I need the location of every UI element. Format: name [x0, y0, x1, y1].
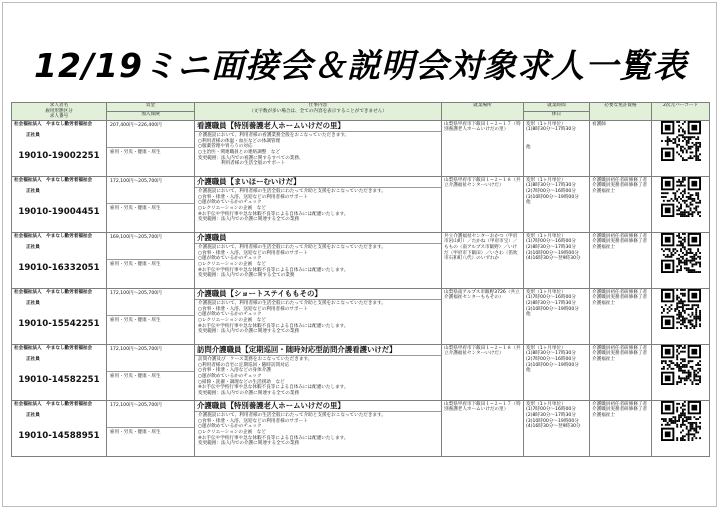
employment-type: 正社員 [26, 189, 40, 195]
job-cell [195, 344, 442, 400]
work-hours [524, 401, 589, 443]
insurance-header: 加入保険 [107, 111, 195, 120]
job-description [195, 356, 441, 397]
qr-code-icon [661, 177, 701, 217]
hours-cell [524, 288, 590, 344]
qr-cell [652, 232, 710, 288]
wage-cell [107, 400, 195, 456]
job-description-line: ○食事・排泄・入浴、送迎などの利用者様のサポート [198, 418, 308, 424]
table-row [12, 120, 710, 176]
job-description [195, 244, 441, 280]
insurance-value: 雇用・労災・健康・厚生 [107, 427, 194, 438]
job-description-line: 介護施設において、利用者様の生活全般にわたって介助と支援をおこなっていただきます。 [198, 245, 386, 251]
work-hours-line: (2)8時30分〜17時30分 [526, 300, 576, 306]
work-hours-line: 変形（1ヶ月単位） [526, 177, 566, 183]
work-hours [524, 121, 589, 152]
job-description-line: ○利用者様の自宅に定期巡回・随時訪問対応 [198, 362, 290, 368]
hours-cell [524, 120, 590, 176]
job-cell [195, 400, 442, 456]
required-license: 看護師 [592, 121, 606, 127]
work-hours [524, 345, 589, 387]
employer-name: 社会福祉法人 やまなし勤労者福祉会 [14, 233, 93, 239]
hours-cell [524, 400, 590, 456]
qr-cell [652, 120, 710, 176]
holiday-value [526, 262, 587, 274]
job-number: 19010-16332051 [18, 262, 100, 273]
wage-value: 172,100円〜205,700円 [110, 290, 162, 296]
qr-code-icon [661, 401, 701, 441]
holiday-value [526, 430, 587, 442]
place-cell [442, 344, 524, 400]
employer-cell [12, 400, 107, 456]
job-description-line: 変更範囲：法人内での介護に関する全ての業務 [198, 273, 295, 279]
work-hours-line: 変形（1ヶ月単位） [526, 401, 566, 407]
job-description-line: ○掃除・洗濯・調理などの生活援助 など [198, 379, 285, 385]
job-description-line: 介護施設において、利用者様の生活全般にわたって介助と支援をおこなっていただきます。 [198, 189, 386, 195]
qr-code-icon [661, 121, 701, 161]
license-cell [590, 176, 652, 232]
employment-type: 正社員 [26, 357, 40, 363]
wage-value: 169,100円〜205,700円 [110, 234, 162, 240]
insurance-value: 雇用・労災・健康・厚生 [107, 315, 194, 326]
required-license: 介護職員初任者研修修了者 介護職員実務者研修修了者 介護福祉士 [592, 233, 648, 250]
employer-header: 求人者名 雇用形態区分 求人番号 [12, 103, 107, 121]
job-description-line: ○食事・排泄・入浴、送迎などの利用者様のサポート [198, 306, 308, 312]
license-cell [590, 232, 652, 288]
work-place: 山梨県南アルプス市飯野3726（共立介護福祉センターももその） [444, 289, 520, 301]
required-license: 介護職員初任者研修修了者 介護職員実務者研修修了者 介護福祉士 [592, 177, 648, 194]
holiday-value [526, 206, 587, 218]
license-header: 必要な免許資格 [590, 103, 652, 121]
work-place: 共立介護福祉センターおかつ（甲府市岩山町）／たかね（甲府市宝）／ももの（南アルプス市飯野）／いけだ（甲府市下飯田）／いさわ（笛吹市石和町八代）のいずれか [444, 233, 518, 262]
job-description-line: 利用者様の生活全般のサポート [198, 161, 286, 167]
job-description-line: 介護施設において、利用者様の看護業務全般をおこなっていただきます。 [198, 133, 350, 139]
job-number: 19010-14588951 [18, 430, 100, 441]
employer-name: 社会福祉法人 やまなし勤労者福祉会 [14, 345, 93, 351]
employer-cell [12, 176, 107, 232]
employment-type: 正社員 [26, 301, 40, 307]
qr-code-icon [661, 233, 701, 273]
employer-cell [12, 232, 107, 288]
work-hours-line: 変形（1ヶ月単位） [526, 233, 566, 239]
work-hours-line: (1)8時30分〜17時30分 [526, 127, 576, 133]
work-hours-line: (2)8時30分〜17時30分 [526, 412, 576, 418]
work-hours-line: (4)16時30分〜翌9時30分 [526, 424, 581, 430]
table-row [12, 288, 710, 344]
job-number: 19010-19002251 [18, 150, 100, 161]
job-description [195, 188, 441, 224]
job-description [195, 132, 441, 168]
job-description-line: ※お手伝や学校行事や急な休暇不良等による自体みには配慮いたします。 [198, 211, 349, 217]
hours-header: 就業時間 [524, 103, 590, 112]
job-description-line: ○運が飲めているかのチェック [198, 256, 262, 262]
job-title: 看護職員【特別養護老人ホームいけだの里】 [195, 121, 441, 132]
wage-cell [107, 344, 195, 400]
job-description-line: 変更範囲：法人内での介護に関連する全ての業務 [198, 217, 300, 223]
work-hours-line: 変形（1ヶ月単位） [526, 345, 566, 351]
insurance-value: 雇用・労災・健康・厚生 [107, 203, 194, 214]
work-hours-line: (1)8時30分〜17時30分 [526, 351, 576, 357]
work-hours-line: (1)7時00分〜16時00分 [526, 239, 576, 245]
job-title: 介護職員【ショートステイももその】 [195, 289, 441, 300]
employer-cell [12, 120, 107, 176]
job-description-line: ○運が飲めているかのチェック [198, 200, 262, 206]
place-cell [442, 288, 524, 344]
work-hours-line: (3)10時00分〜19時00分 [526, 250, 579, 256]
employer-cell [12, 288, 107, 344]
wage-cell [107, 176, 195, 232]
qr-cell [652, 176, 710, 232]
holiday-header: 休日 [524, 111, 590, 120]
job-number: 19010-19004451 [18, 206, 100, 217]
job-description [195, 300, 441, 336]
job-description-line: 訪問介護及び ケース業務をおこなっていただきます。 [198, 357, 313, 363]
job-description-line: ○運が飲めているかのチェック [198, 373, 262, 379]
job-description-line: ○レクリエーションの企画 など [198, 429, 266, 435]
employment-type: 正社員 [26, 245, 40, 251]
employer-name: 社会福祉法人 やまなし勤労者福祉会 [14, 177, 93, 183]
work-hours-line: (2)7時00分〜16時00分 [526, 188, 576, 194]
employer-cell [12, 344, 107, 400]
job-description-line: ○レクリエーションの企画 など [198, 317, 266, 323]
job-description-line: ※お手伝や学校行事や急な休暇不良等による自体みには配慮いたします。 [198, 435, 349, 441]
insurance-value: 雇用・労災・健康・厚生 [107, 259, 194, 270]
wage-cell [107, 232, 195, 288]
job-number: 19010-15542251 [18, 318, 100, 329]
job-description-line: 介護施設において、利用者様の生活全般にわたって介助と支援をおこなっていただきます。 [198, 301, 386, 307]
work-hours [524, 177, 589, 219]
job-description-line: ○レクリエーションの企画 など [198, 205, 266, 211]
job-cell [195, 120, 442, 176]
job-title: 介護職員 [195, 233, 441, 244]
job-description-line: 介護施設において、利用者様の生活全般にわたって介助と支援をおこなっていただきます。 [198, 413, 386, 419]
job-description-line: ○レクリエーションの企画 など [198, 261, 266, 267]
qr-code-icon [661, 289, 701, 329]
work-place: 山梨県甲府市下飯田１−２−１７（特別養護老人ホームいけだの里） [444, 121, 521, 133]
job-description-line: 変更範囲：法人内での看護に関するすべての業務、 [198, 155, 304, 161]
job-description-line: ○食事・排泄・入浴などの身体介護 [198, 368, 271, 374]
job-description-line: ○利用者様の体温・血圧などの体調管理 [198, 138, 281, 144]
wage-cell [107, 120, 195, 176]
hours-cell [524, 176, 590, 232]
work-place: 山梨県甲府市下飯田１−２−１８（共立介護福祉センターいけだ） [444, 345, 521, 357]
license-cell [590, 400, 652, 456]
qr-cell [652, 400, 710, 456]
wage-value: 172,100円〜205,700円 [110, 402, 162, 408]
job-listing-table [11, 102, 710, 457]
job-description-line: ※お手伝や学校行事や急な休暇不良等による自体みには配慮いたします。 [198, 267, 349, 273]
job-title: 介護職員【まいほーむいけだ】 [195, 177, 441, 188]
work-hours [524, 289, 589, 331]
qr-header: 2次元バーコード [652, 103, 710, 121]
place-cell [442, 232, 524, 288]
wage-cell [107, 288, 195, 344]
job-description-line: 変更範囲：法人内での介護に関連する全ての業務 [198, 441, 300, 447]
work-hours-line: (3)10時00分〜19時00分 [526, 306, 579, 312]
insurance-value: 雇用・労災・健康・厚生 [107, 147, 194, 158]
job-description-line: ○服薬管理や胃ろうの対応 [198, 144, 253, 150]
license-cell [590, 288, 652, 344]
qr-code-icon [661, 345, 701, 385]
place-header: 就業場所 [442, 103, 524, 121]
job-description-line: 変更範囲：法人内での介護に関連する全ての業務 [198, 329, 300, 335]
employment-type: 正社員 [26, 133, 40, 139]
job-cell [195, 232, 442, 288]
license-cell [590, 344, 652, 400]
place-cell [442, 400, 524, 456]
table-header-row [12, 103, 710, 112]
hours-cell [524, 344, 590, 400]
work-hours-line: (4)16時30分〜翌9時30分 [526, 256, 581, 262]
page-title: 12/19ミニ面接会＆説明会対象求人一覧表 [34, 46, 687, 85]
work-hours-line: 他 [526, 200, 531, 206]
holiday-value: 他 [526, 144, 531, 150]
wage-value: 172,100円〜205,700円 [110, 346, 162, 352]
wage-value: 207,400円〜226,400円 [110, 122, 162, 128]
job-description-line: ※お手伝や学校行事や急な休暇不良等による自体みには配慮いたします。 [198, 385, 349, 391]
employer-name: 社会福祉法人 やまなし勤労者福祉会 [14, 289, 93, 295]
job-cell [195, 288, 442, 344]
holiday-value [526, 318, 587, 330]
work-place: 山梨県甲府市下飯田１−２−１７（特別養護老人ホームいけだの里） [444, 401, 521, 413]
table-row [12, 232, 710, 288]
table-row [12, 176, 710, 232]
job-description-line: ○主治医・関連職員との連絡調整 など [198, 149, 281, 155]
place-cell [442, 120, 524, 176]
qr-cell [652, 288, 710, 344]
job-title: 訪問介護職員【定期巡回・随時対応型訪問介護看護いけだ】 [195, 345, 441, 356]
job-description-line: ※お手伝や学校行事や急な休暇不良等による自体みには配慮いたします。 [198, 323, 349, 329]
job-description-line: 変更範囲：法人内での介護に関連する全ての業務 [198, 390, 300, 396]
work-hours-line: (1)7時00分〜16時00分 [526, 295, 576, 301]
required-license: 介護職員初任者研修修了者 介護職員実務者研修修了者 介護福祉士 [592, 289, 648, 306]
required-license: 介護職員初任者研修修了者 介護職員実務者研修修了者 介護福祉士 [592, 345, 648, 362]
work-place: 山梨県甲府市下飯田１−２−１８（共立介護福祉センターいけだ） [444, 177, 521, 189]
table-row [12, 400, 710, 456]
wage-header: 賃金 [107, 103, 195, 112]
job-description-line: ○運が飲めているかのチェック [198, 312, 262, 318]
job-cell [195, 176, 442, 232]
wage-value: 172,100円〜205,700円 [110, 178, 162, 184]
place-cell [442, 176, 524, 232]
table-row [12, 344, 710, 400]
qr-cell [652, 344, 710, 400]
job-description-line: ○運が飲めているかのチェック [198, 424, 262, 430]
employer-name: 社会福祉法人 やまなし勤労者福祉会 [14, 121, 93, 127]
job-description-line: ○食事・排泄・入浴、送迎などの利用者様のサポート [198, 194, 308, 200]
work-hours-line: (1)8時30分〜17時30分 [526, 183, 576, 189]
work-hours-line: 他 [526, 312, 531, 318]
job-header: 仕事内容 （文字数が多い場合は、全ての内容を表示することができません） [195, 103, 442, 121]
work-hours-line: 変形（1ヶ月単位） [526, 289, 566, 295]
work-hours-line: 他 [526, 368, 531, 374]
work-hours-line: (3)10時00分〜19時00分 [526, 362, 579, 368]
required-license: 介護職員初任者研修修了者 介護職員実務者研修修了者 介護福祉士 [592, 401, 648, 418]
job-title: 介護職員【特別養護老人ホームいけだの里】 [195, 401, 441, 412]
job-number: 19010-14582251 [18, 374, 100, 385]
job-description [195, 412, 441, 448]
employer-name: 社会福祉法人 やまなし勤労者福祉会 [14, 401, 93, 407]
work-hours-line: 変形（1ヶ月単位） [526, 121, 566, 127]
work-hours [524, 233, 589, 275]
work-hours-line: (1)7時00分〜16時00分 [526, 407, 576, 413]
work-hours-line: (3)10時00分〜19時00分 [526, 418, 579, 424]
insurance-value: 雇用・労災・健康・厚生 [107, 371, 194, 382]
work-hours-line: (3)10時00分〜19時00分 [526, 194, 579, 200]
job-description-line: ○食事・排泄・入浴、送迎などの利用者様のサポート [198, 250, 308, 256]
license-cell [590, 120, 652, 176]
work-hours-line: (2)8時30分〜17時30分 [526, 244, 576, 250]
employment-type: 正社員 [26, 413, 40, 419]
hours-cell [524, 232, 590, 288]
holiday-value [526, 374, 587, 386]
work-hours-line: (2)7時00分〜16時00分 [526, 356, 576, 362]
